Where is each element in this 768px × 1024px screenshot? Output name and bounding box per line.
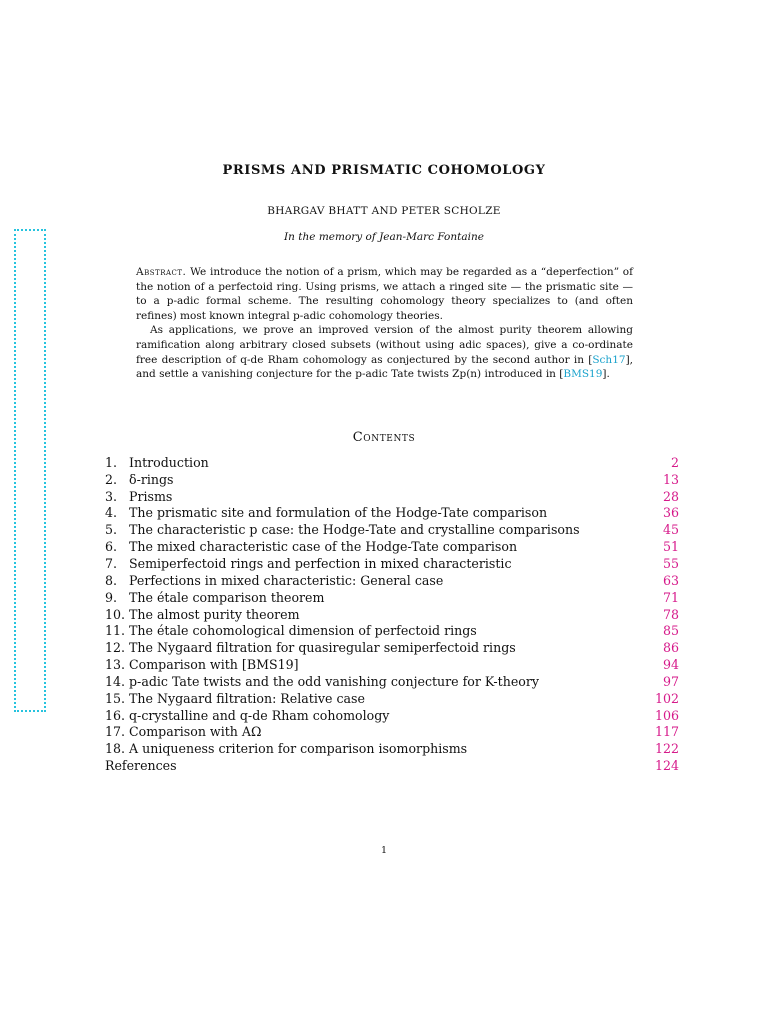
toc-entry-page-link[interactable]: 63: [662, 572, 679, 588]
toc-entry-title: Prisms: [129, 488, 173, 504]
toc-entry-number: 9.: [105, 589, 118, 605]
toc-entry[interactable]: [105, 505, 679, 522]
page-number: 1: [380, 845, 388, 856]
toc-entry-number: 7.: [105, 555, 118, 571]
toc-entry[interactable]: [105, 572, 679, 589]
toc-entry-page-link[interactable]: 94: [662, 657, 679, 673]
toc-entry[interactable]: [105, 757, 679, 774]
toc-entry-page-link[interactable]: 51: [662, 539, 679, 555]
toc-entry-page-link[interactable]: 71: [662, 589, 679, 605]
toc-entry[interactable]: [105, 471, 679, 488]
toc-entry-number: 6.: [105, 539, 118, 555]
toc-entry-page-link[interactable]: 2: [670, 454, 679, 470]
toc-entry-number: 11.: [105, 623, 126, 639]
toc-entry-title: Perfections in mixed characteristic: General case: [129, 572, 444, 588]
toc-entry[interactable]: [105, 521, 679, 538]
toc-entry-title: Semiperfectoid rings and perfection in mixed characteristic: [129, 555, 512, 571]
paper-title: PRISMS AND PRISMATIC COHOMOLOGY: [222, 163, 546, 178]
toc-entry[interactable]: [105, 639, 679, 656]
toc-entry-page-link[interactable]: 122: [654, 741, 679, 757]
abstract-text-2b: ], and settle a vanishing conjecture for the p-adic Tate twists Zp(n) introduced in [: [136, 353, 633, 381]
toc-entry-title: Introduction: [129, 454, 209, 470]
toc-entry-title: The étale comparison theorem: [129, 589, 325, 605]
toc-entry-number: 5.: [105, 522, 118, 538]
toc-entry[interactable]: [105, 673, 679, 690]
abstract-paragraph-2: [136, 323, 633, 381]
toc-entry[interactable]: [105, 454, 679, 471]
toc-entry-title: p-adic Tate twists and the odd vanishing conjecture for K-theory: [129, 673, 539, 689]
citation-link-bms19[interactable]: BMS19: [563, 368, 603, 381]
toc-entry-page-link[interactable]: 124: [654, 758, 679, 774]
toc-entry-title: Comparison with [BMS19]: [129, 657, 299, 673]
contents-heading: Contents: [352, 430, 416, 445]
toc-entry[interactable]: [105, 555, 679, 572]
toc-entry-page-link[interactable]: 45: [662, 522, 679, 538]
toc-entry-title: The prismatic site and formulation of the Hodge-Tate comparison: [129, 505, 548, 521]
toc-entry-number: 17.: [105, 724, 126, 740]
toc-entry-title: References: [105, 758, 177, 774]
abstract-paragraph-1: [136, 265, 633, 323]
toc-entry[interactable]: [105, 724, 679, 741]
paper-dedication: In the memory of Jean-Marc Fontaine: [284, 231, 484, 243]
toc-entry-number: 18.: [105, 741, 126, 757]
toc-entry-page-link[interactable]: 13: [662, 471, 679, 487]
abstract-text-1: We introduce the notion of a prism, which may be regarded as a “deperfection” of the notion of a perfectoid ring. Using prisms, we attach a ringed site — the prismatic site — to a p-adic formal scheme. The resulting cohomology theory specializes to (and often refines) most known integral p-adic cohomology theories.: [136, 266, 634, 322]
toc-entry-number: 10.: [105, 606, 126, 622]
paper-authors: BHARGAV BHATT AND PETER SCHOLZE: [267, 205, 501, 217]
toc-entry-page-link[interactable]: 117: [654, 724, 679, 740]
toc-entry-page-link[interactable]: 86: [662, 640, 679, 656]
toc-entry-title: The Nygaard filtration for quasiregular semiperfectoid rings: [129, 640, 516, 656]
toc-entry-number: 4.: [105, 505, 118, 521]
toc-entry[interactable]: [105, 606, 679, 623]
toc-entry[interactable]: [105, 622, 679, 639]
toc-entry-title: Comparison with AΩ: [129, 724, 262, 740]
toc-entry-number: 2.: [105, 471, 118, 487]
toc-entry-title: The étale cohomological dimension of perfectoid rings: [129, 623, 477, 639]
abstract-label: Abstract.: [136, 266, 187, 278]
abstract: [136, 265, 633, 382]
toc-entry-page-link[interactable]: 85: [662, 623, 679, 639]
toc-entry-page-link[interactable]: 28: [662, 488, 679, 504]
toc-entry-number: 15.: [105, 690, 126, 706]
toc-entry-title: The mixed characteristic case of the Hodge-Tate comparison: [129, 539, 518, 555]
toc-entry-number: 3.: [105, 488, 118, 504]
toc-entry-number: 8.: [105, 572, 118, 588]
toc-entry-title: The Nygaard filtration: Relative case: [129, 690, 365, 706]
citation-link-sch17[interactable]: Sch17: [592, 353, 626, 366]
toc-entry-page-link[interactable]: 102: [654, 690, 679, 706]
toc-entry[interactable]: [105, 707, 679, 724]
toc-entry-title: The almost purity theorem: [129, 606, 300, 622]
toc-entry-page-link[interactable]: 78: [662, 606, 679, 622]
toc-entry-page-link[interactable]: 97: [662, 673, 679, 689]
toc-entry[interactable]: [105, 740, 679, 757]
toc-entry[interactable]: [105, 690, 679, 707]
toc-entry-title: A uniqueness criterion for comparison isomorphisms: [129, 741, 468, 757]
toc-entry-page-link[interactable]: 55: [662, 555, 679, 571]
abstract-text-2a: As applications, we prove an improved version of the almost purity theorem allowing ramification along arbitrary closed subsets (without using adic spaces), give a co-ordinate free description of q-de Rham cohomology as conjectured by the second author in [: [136, 324, 633, 366]
toc-entry-title: q-crystalline and q-de Rham cohomology: [129, 707, 390, 723]
toc-entry-title: The characteristic p case: the Hodge-Tate and crystalline comparisons: [129, 522, 580, 538]
toc-entry[interactable]: [105, 538, 679, 555]
toc-entry-number: 14.: [105, 673, 126, 689]
toc-entry-title: δ-rings: [129, 471, 174, 487]
abstract-text-2c: ].: [602, 368, 610, 381]
toc-entry[interactable]: [105, 656, 679, 673]
toc-entry-number: 12.: [105, 640, 126, 656]
toc-entry[interactable]: [105, 488, 679, 505]
hyperlink-border[interactable]: [14, 229, 46, 712]
toc-entry-number: 13.: [105, 657, 126, 673]
toc-entry-page-link[interactable]: 36: [662, 505, 679, 521]
toc-entry-page-link[interactable]: 106: [654, 707, 679, 723]
toc-entry-number: 1.: [105, 454, 118, 470]
toc-entry[interactable]: [105, 589, 679, 606]
table-of-contents: [105, 454, 679, 774]
toc-entry-number: 16.: [105, 707, 126, 723]
